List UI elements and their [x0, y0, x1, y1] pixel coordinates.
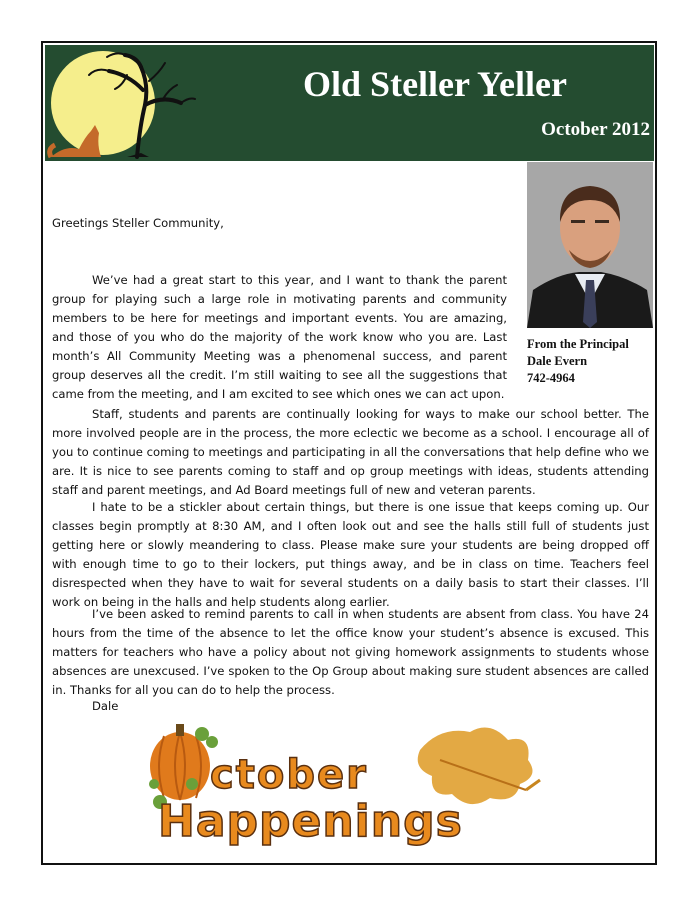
moon-wolf-tree-logo — [45, 45, 197, 161]
letter-paragraph: I hate to be a stickler about certain things, but there is one issue that keeps coming up. Our classes begin promptly at 8:30 AM, and I often look out and see the halls still full of students just getting here or slowly meandering to class. Please make sure your students are being dropped off with enough time to go to their lockers, put things away, and be in class on time. Teachers feel disrespected when they have to wait for several students on a daily basis to start their classes. I’ll work on being in the halls and help students along earlier. — [52, 500, 649, 609]
caption-heading: From the Principal — [527, 337, 629, 351]
october-happenings-art — [140, 720, 560, 850]
principal-caption — [527, 336, 629, 387]
letter-paragraph: I’ve been asked to remind parents to call in when students are absent from class. You have 24 hours from the time of the absence to let the office know your student’s absence is excused. This matters for teachers who have a policy about not giving homework assignments to students whose absences are unexcused. I’ve spoken to the Op Group about making sure student absences are called in. Thanks for all you can do to help the process. — [52, 607, 649, 697]
principal-phone: 742-4964 — [527, 371, 575, 385]
principal-name: Dale Evern — [527, 354, 588, 368]
footer-word-october: ctober — [210, 752, 368, 798]
footer-word-happenings: Happenings — [158, 796, 463, 847]
letter-paragraph: Staff, students and parents are continually looking for ways to make our school better. The more involved people are in the process, the more eclectic we become as a school. I encourage all of you to continue coming to meetings and participating in all the conversations that help define who we are. It is nice to see parents coming to staff and op group meetings with ideas, students attending staff and parent meetings, and Ad Board meetings full of new and veteran parents. — [52, 407, 649, 497]
letter-signature: Dale — [92, 699, 119, 713]
principal-photo — [527, 162, 653, 328]
letter-greeting: Greetings Steller Community, — [52, 216, 224, 230]
issue-date: October 2012 — [541, 119, 650, 140]
letter-paragraph: We’ve had a great start to this year, and I want to thank the parent group for playing such a large role in motivating parents and community members to be here for meetings and important events. You are amazing, and those of you who do the majority of the work know who you are. Last month’s All Community Meeting was a phenomenal success, and parent group deserves all the credit. I’m still waiting to see all the suggestions that came from the meeting, and I am excited to see which ones we can act upon. — [52, 273, 507, 401]
newsletter-banner — [45, 45, 654, 161]
newsletter-title: Old Steller Yeller — [303, 64, 567, 104]
